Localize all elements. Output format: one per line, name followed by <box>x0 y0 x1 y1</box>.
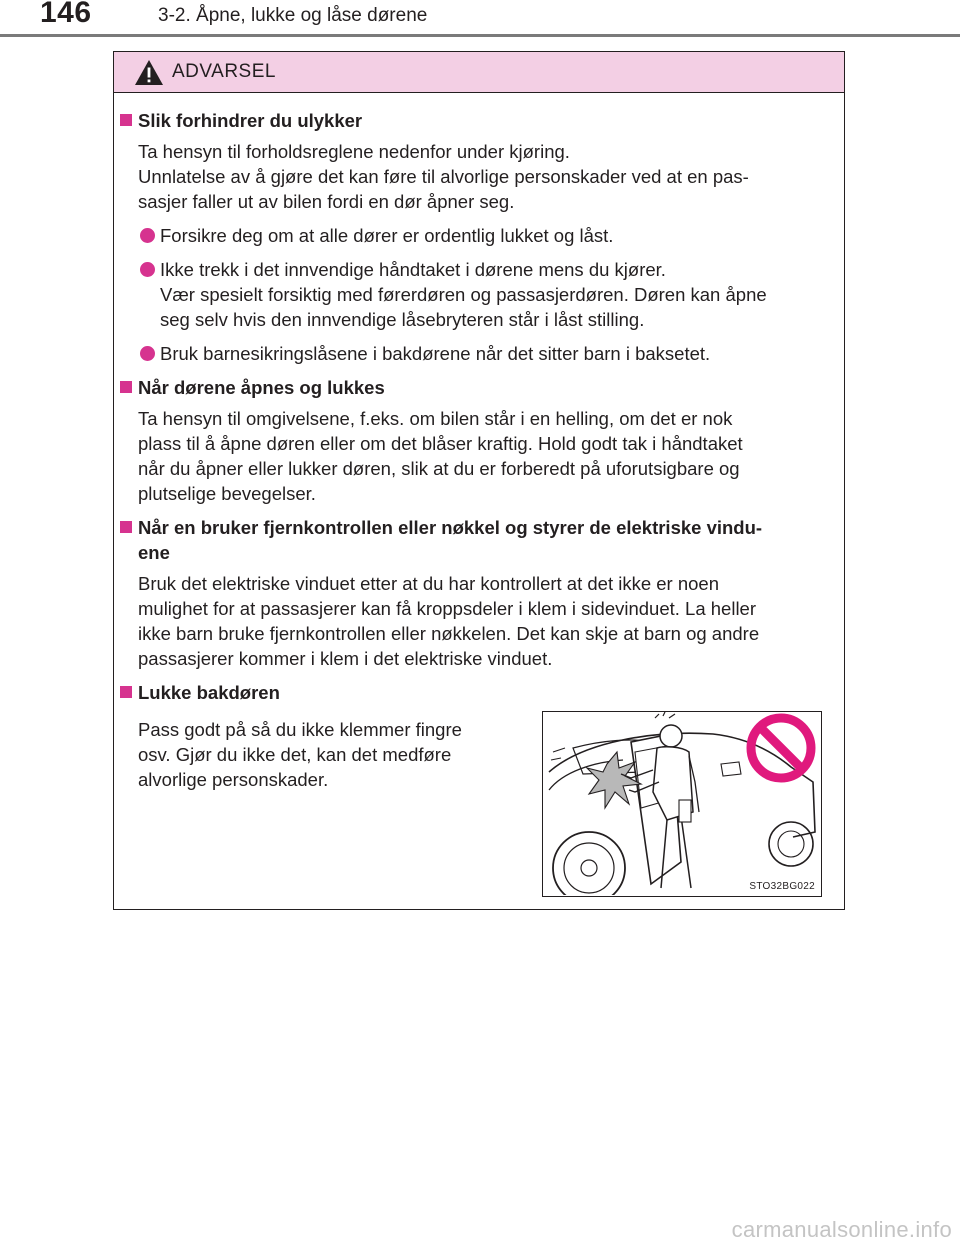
section-heading-doors-open-close: Når dørene åpnes og lukkes <box>114 375 836 400</box>
section-heading-accident-prevention: Slik forhindrer du ulykker <box>114 108 836 133</box>
warning-header <box>114 52 844 93</box>
round-bullet-icon <box>140 228 155 243</box>
paragraph: Pass godt på så du ikke klemmer fingre osv. Gjør du ikke det, kan det medføre alvorlige personskader. <box>138 719 462 790</box>
header-rule <box>0 34 960 37</box>
page-number: 146 <box>40 0 92 29</box>
paragraph: Ta hensyn til forholdsreglene nedenfor under kjøring. Unnlatelse av å gjøre det kan føre til alvorlige personskader ved at en pas- sasjer faller ut av bilen fordi en dør åpner seg. <box>138 141 749 212</box>
round-bullet-icon <box>140 262 155 277</box>
rear-door-pinch-illustration <box>542 711 822 897</box>
section-heading-close-rear-door: Lukke bakdøren <box>114 680 836 705</box>
paragraph: Ta hensyn til omgivelsene, f.eks. om bilen står i en helling, om det er nok plass til å åpne døren eller om det blåser kraftig. Hold godt tak i håndtaket når du åpner eller lukker døren, slik at du er forberedt på uforutsigbare og plutselige bevegelser. <box>138 408 743 504</box>
warning-title: ADVARSEL <box>172 61 276 82</box>
round-bullet-icon <box>140 346 155 361</box>
square-bullet-icon <box>120 686 132 698</box>
bullet-item: Bruk barnesikringslåsene i bakdørene når det sitter barn i baksetet. <box>138 341 838 366</box>
warning-content <box>114 108 844 931</box>
square-bullet-icon <box>120 521 132 533</box>
bullet-item: Forsikre deg om at alle dører er ordentlig lukket og låst. <box>138 223 838 248</box>
square-bullet-icon <box>120 381 132 393</box>
rear-door-block <box>114 711 844 931</box>
section-heading-power-windows: Når en bruker fjernkontrollen eller nøkkel og styrer de elektriske vindu- ene <box>114 515 836 565</box>
paragraph: Bruk det elektriske vinduet etter at du har kontrollert at det ikke er noen mulighet for at passasjerer kan få kroppsdeler i klem i sidevinduet. La heller ikke barn bruke fjernkontrollen eller nøkkelen. Det kan skje at barn og andre passasjerer kommer i klem i det elektriske vinduet. <box>138 573 760 669</box>
car-door-illustration <box>543 712 820 895</box>
warning-triangle-icon <box>134 59 164 86</box>
bullet-item: Ikke trekk i det innvendige håndtaket i dørene mens du kjører. Vær spesielt forsiktig med førerdøren og passasjerdøren. Døren kan åpne seg selv hvis den innvendige låsebryteren står i låst stilling. <box>138 257 838 332</box>
warning-box <box>113 51 845 910</box>
square-bullet-icon <box>120 114 132 126</box>
section-title: 3-2. Åpne, lukke og låse dørene <box>158 5 428 26</box>
page-header <box>0 0 960 40</box>
illustration-code: STO32BG022 <box>749 881 815 892</box>
watermark: carmanualsonline.info <box>731 1217 952 1242</box>
